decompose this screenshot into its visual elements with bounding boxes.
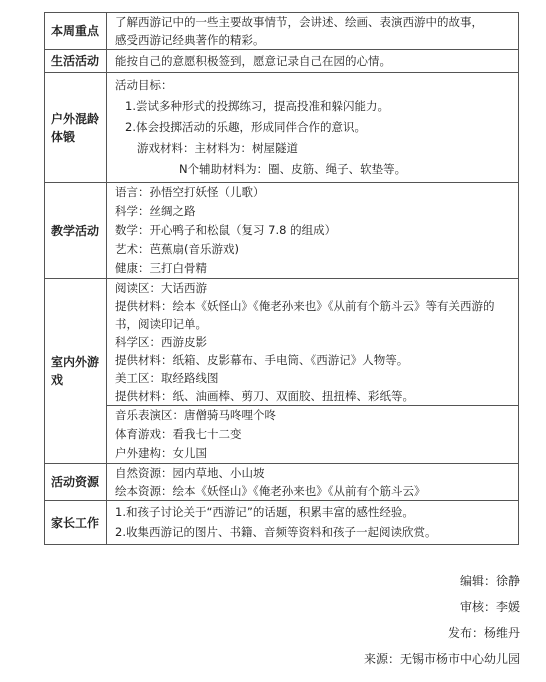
row-content xyxy=(107,73,519,183)
row-parents xyxy=(45,501,519,545)
row-weekly-focus xyxy=(45,13,519,50)
parent-task: 2.收集西游记的图片、书籍、音频等资料和孩子一起阅读欣赏。 xyxy=(115,525,437,539)
row-content xyxy=(107,406,519,464)
row-content xyxy=(107,279,519,406)
source-credit: 来源：无锡市杨市中心幼儿园 xyxy=(363,652,520,666)
goal-title: 活动目标： xyxy=(115,78,173,92)
row-content xyxy=(107,50,519,73)
row-label: 室内外游戏 xyxy=(45,279,107,464)
row-indoor-outdoor xyxy=(45,279,519,406)
row-content xyxy=(107,13,519,50)
goal-item: 2.体会投掷活动的乐趣，形成同伴合作的意识。 xyxy=(125,120,366,134)
row-content xyxy=(107,464,519,501)
aux-material: N个辅助材料为：圈、皮筋、绳子、软垫等。 xyxy=(179,162,407,176)
content-line: 了解西游记中的一些主要故事情节，会讲述、绘画、表演西游中的故事， xyxy=(115,15,483,29)
science-material: 提供材料：纸箱、皮影幕布、手电筒、《西游记》人物等。 xyxy=(115,353,409,367)
outdoor-build: 户外建构：女儿国 xyxy=(115,446,207,460)
teaching-item: 健康：三打白骨精 xyxy=(115,261,207,275)
row-label: 户外混龄体锻 xyxy=(45,73,107,183)
teaching-item: 数学：开心鸭子和松鼠（复习 7.8 的组成） xyxy=(115,223,337,237)
reviewer-credit: 审核：李媛 xyxy=(459,600,520,614)
reading-material: 提供材料：绘本《妖怪山》《俺老孙来也》《从前有个筋斗云》等有关西游的书，阅读印记单。 xyxy=(115,299,495,331)
publisher-credit: 发布：杨维丹 xyxy=(447,626,520,640)
row-label: 活动资源 xyxy=(45,464,107,501)
art-material: 提供材料：纸、油画棒、剪刀、双面胶、扭扭棒、彩纸等。 xyxy=(115,389,414,403)
content-line: 感受西游记经典著作的精彩。 xyxy=(115,33,265,47)
row-label: 本周重点 xyxy=(45,13,107,50)
sports-game: 体育游戏：看我七十二变 xyxy=(115,427,242,441)
teaching-item: 科学：丝绸之路 xyxy=(115,204,196,218)
row-resources xyxy=(45,464,519,501)
row-label: 家长工作 xyxy=(45,501,107,545)
main-material: 游戏材料：主材料为：树屋隧道 xyxy=(137,141,298,155)
editor-credit: 编辑：徐静 xyxy=(459,574,520,588)
natural-resource: 自然资源：园内草地、小山坡 xyxy=(115,466,265,480)
parent-task: 1.和孩子讨论关于“西游记”的话题，积累丰富的感性经验。 xyxy=(115,505,414,519)
content-line: 能按自己的意愿积极签到，愿意记录自己在园的心情。 xyxy=(115,54,391,68)
science-area: 科学区：西游皮影 xyxy=(115,335,207,349)
row-content xyxy=(107,501,519,545)
music-area: 音乐表演区：唐僧骑马咚哩个咚 xyxy=(115,408,276,422)
row-content xyxy=(107,183,519,279)
book-resource: 绘本资源：绘本《妖怪山》《俺老孙来也》《从前有个筋斗云》 xyxy=(115,484,426,498)
weekly-plan-table xyxy=(44,12,519,545)
row-label: 生活活动 xyxy=(45,50,107,73)
row-indoor-outdoor-cont xyxy=(45,406,519,464)
reading-area: 阅读区：大话西游 xyxy=(115,281,207,295)
art-area: 美工区：取经路线图 xyxy=(115,371,219,385)
credits-block xyxy=(364,568,520,672)
goal-item: 1.尝试多种形式的投掷练习，提高投准和躲闪能力。 xyxy=(125,99,389,113)
row-daily-life xyxy=(45,50,519,73)
teaching-item: 艺术：芭蕉扇(音乐游戏) xyxy=(115,242,239,256)
row-label: 教学活动 xyxy=(45,183,107,279)
row-outdoor xyxy=(45,73,519,183)
teaching-item: 语言：孙悟空打妖怪（儿歌） xyxy=(115,185,265,199)
row-teaching xyxy=(45,183,519,279)
